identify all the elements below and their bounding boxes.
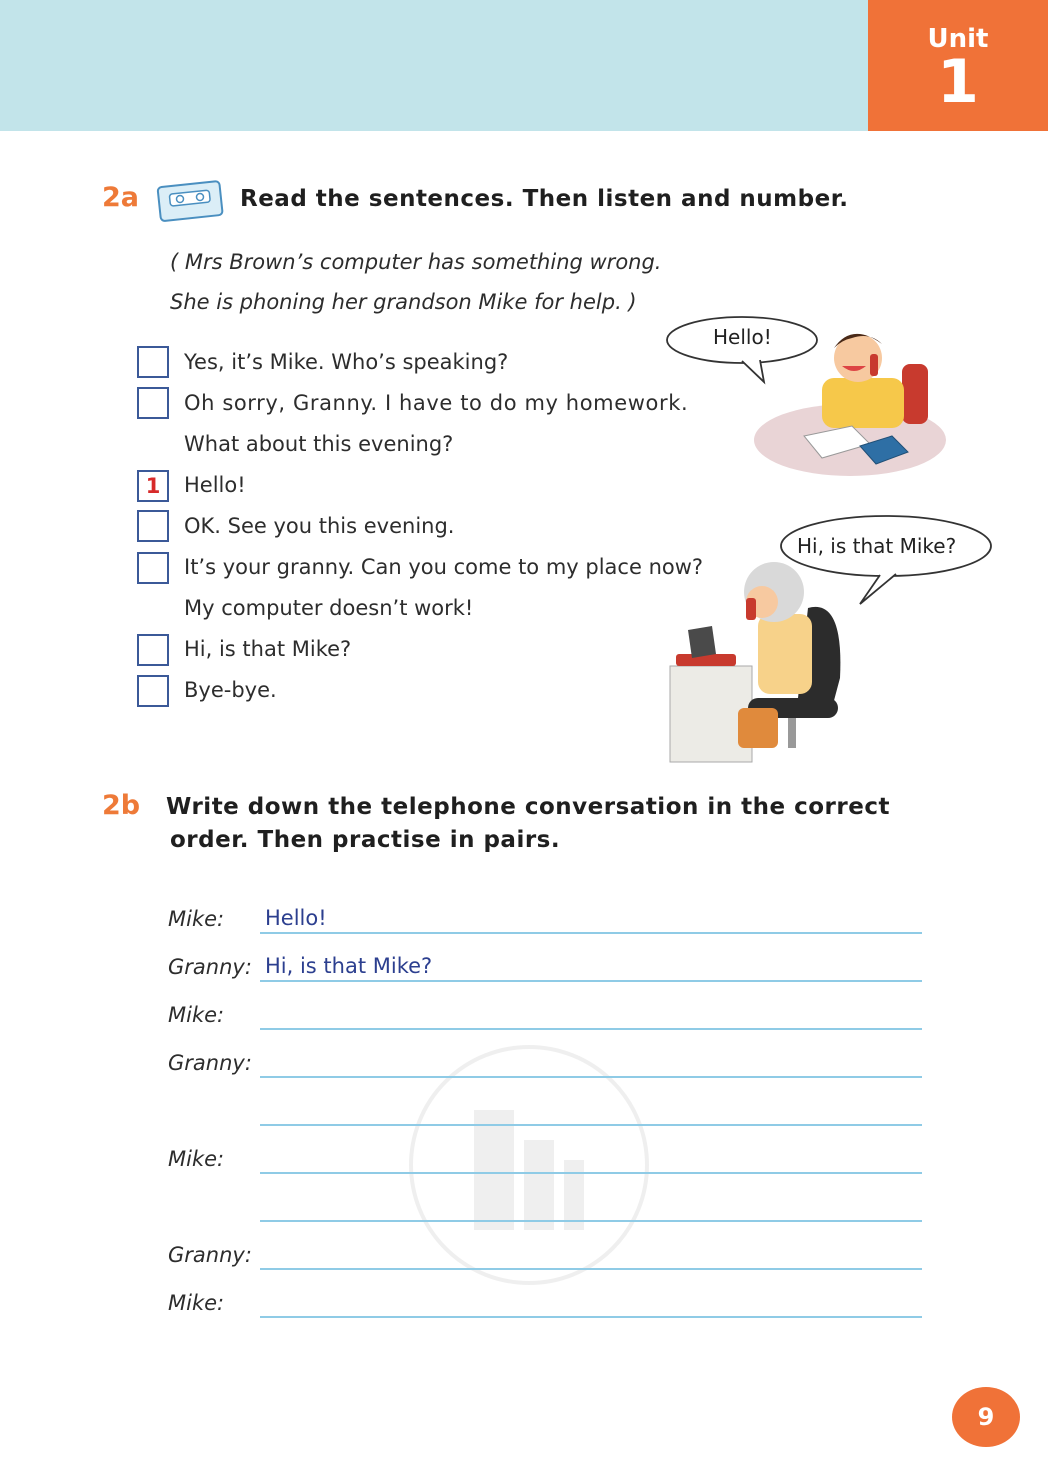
number-box[interactable] — [137, 634, 169, 666]
unit-label: Unit — [927, 24, 989, 54]
speaker-label: Mike: — [168, 1147, 225, 1171]
sentence-text: Yes, it’s Mike. Who’s speaking? — [184, 350, 509, 374]
writing-line[interactable] — [260, 1028, 922, 1030]
sentence-text: Bye-bye. — [184, 678, 277, 702]
sentence-text: Oh sorry, Granny. I have to do my homework. — [184, 391, 689, 415]
number-box[interactable] — [137, 387, 169, 419]
writing-line[interactable] — [260, 1124, 922, 1126]
bubble-boy-text: Hello! — [713, 325, 772, 349]
speaker-label: Mike: — [168, 907, 225, 931]
writing-line[interactable] — [260, 1172, 922, 1174]
granny-on-phone-illustration — [668, 558, 848, 764]
section-2b-label: 2b — [102, 790, 141, 821]
number-box[interactable]: 1 — [137, 470, 169, 502]
answer-text: Hi, is that Mike? — [265, 954, 433, 978]
speaker-label: Granny: — [168, 1243, 252, 1267]
section-2a-instruction: Read the sentences. Then listen and number. — [240, 186, 849, 212]
speaker-label: Granny: — [168, 955, 252, 979]
section-2b-instruction-line-2: order. Then practise in pairs. — [170, 827, 561, 853]
writing-line[interactable] — [260, 980, 922, 982]
speaker-label: Granny: — [168, 1051, 252, 1075]
writing-line[interactable] — [260, 1220, 922, 1222]
writing-line[interactable] — [260, 1316, 922, 1318]
writing-line[interactable] — [260, 1268, 922, 1270]
writing-line[interactable] — [260, 932, 922, 934]
header-banner — [0, 0, 868, 131]
section-2b-instruction-line-1: Write down the telephone conversation in the correct — [166, 794, 890, 820]
number-box[interactable] — [137, 552, 169, 584]
cassette-tape-icon — [156, 178, 226, 222]
unit-number: 1 — [937, 47, 979, 117]
number-box[interactable] — [137, 675, 169, 707]
sentence-text-continued: What about this evening? — [184, 432, 454, 456]
page-number: 9 — [952, 1387, 1020, 1447]
speaker-label: Mike: — [168, 1003, 225, 1027]
sentence-text: OK. See you this evening. — [184, 514, 455, 538]
intro-line-1: ( Mrs Brown’s computer has something wrong. — [170, 250, 662, 274]
sentence-text-continued: My computer doesn’t work! — [184, 596, 474, 620]
sentence-text: Hello! — [184, 473, 246, 497]
section-2a-label: 2a — [102, 182, 140, 213]
number-box[interactable] — [137, 346, 169, 378]
bubble-granny-text: Hi, is that Mike? — [797, 534, 957, 558]
intro-line-2: She is phoning her grandson Mike for help. ) — [170, 290, 637, 314]
sentence-text: Hi, is that Mike? — [184, 637, 352, 661]
writing-line[interactable] — [260, 1076, 922, 1078]
boy-on-phone-illustration — [752, 318, 948, 478]
number-box[interactable] — [137, 510, 169, 542]
answer-text: Hello! — [265, 906, 327, 930]
speaker-label: Mike: — [168, 1291, 225, 1315]
sentence-text: It’s your granny. Can you come to my place now? — [184, 555, 704, 579]
unit-tab — [868, 0, 1048, 131]
